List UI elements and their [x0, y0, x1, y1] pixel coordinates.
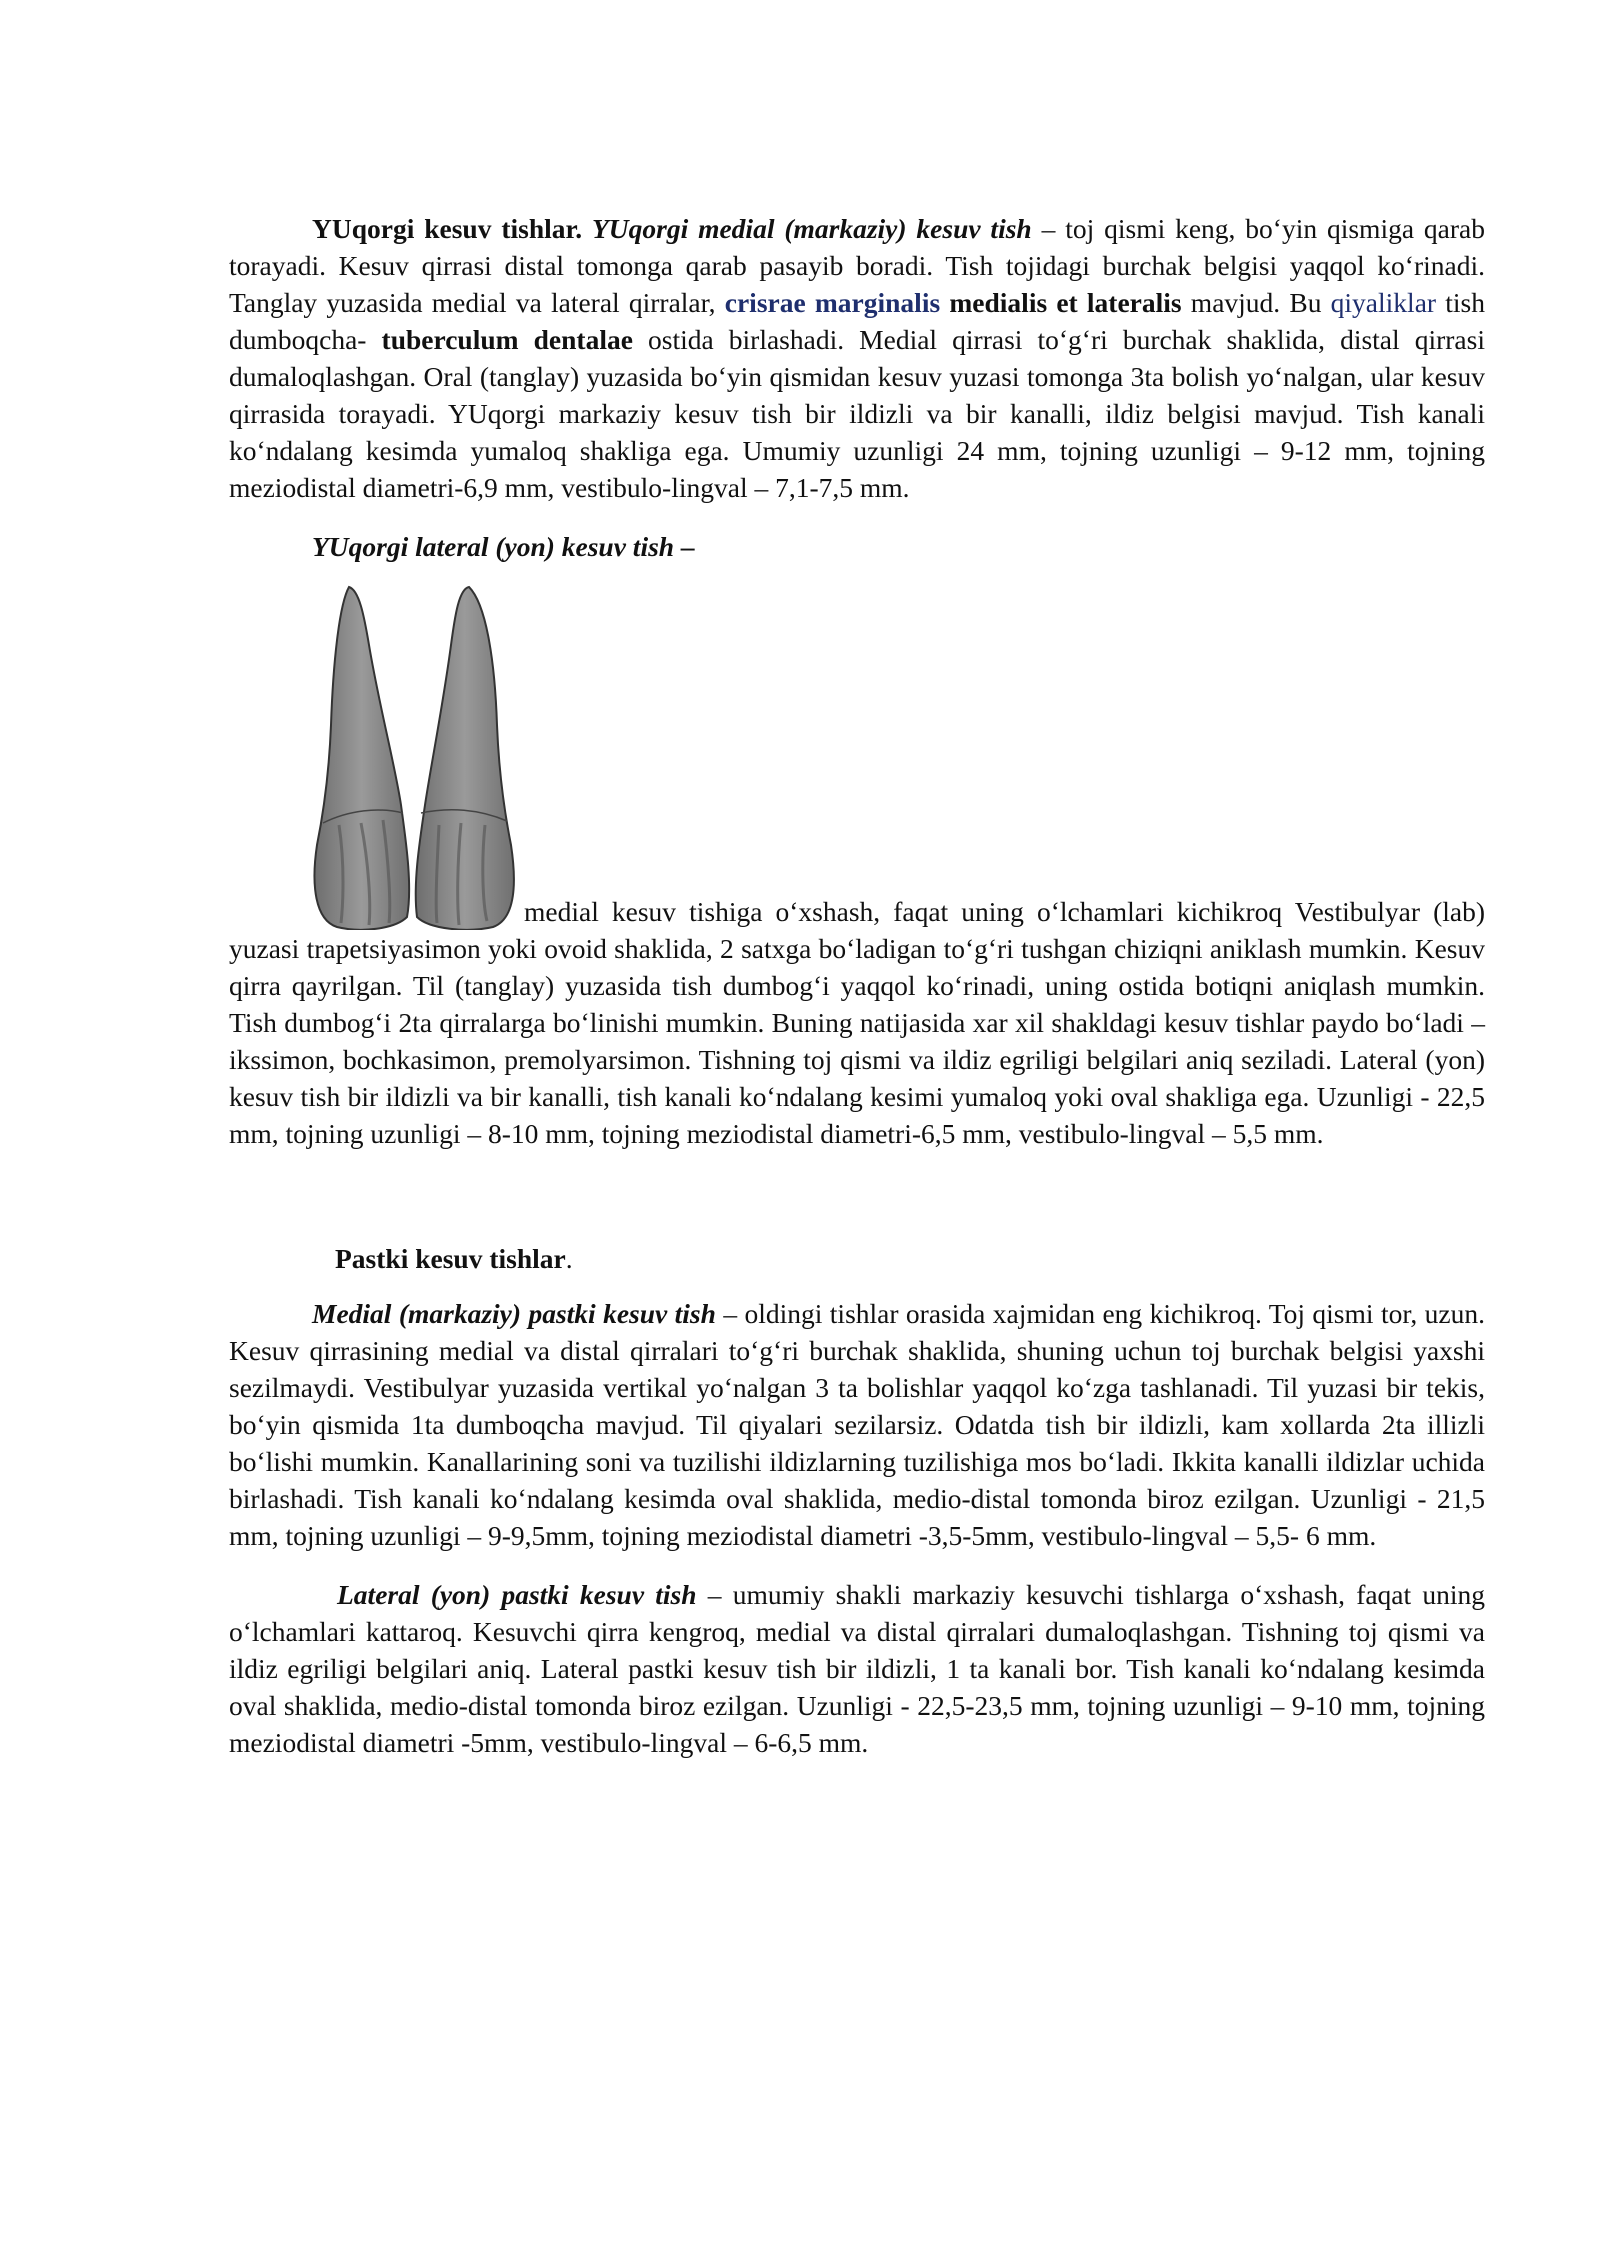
upper-lateral-paragraph: medial kesuv tishiga o‘xshash, faqat uning o‘lchamlari kichikroq Vestibulyar (lab) yuzasi trapetsiyasimon yoki ovoid shaklida, 2 satxga bo‘ladigan to‘g‘ri tushgan chiziqni aniklash mumkin. Kesuv qirra qayrilgan. Til (tanglay) yuzasida tish dumbog‘i yaqqol ko‘rinadi, uning ostida botiqni aniqlash mumkin. Tish dumbog‘i 2ta qirralarga bo‘linishi mumkin. Buning natijasida xar xil shakldagi kesuv tishlar paydo bo‘ladi – ikssimon, bochkasimon, premolyarsimon. Tishning toj qismi va ildiz egriligi belgilari aniq seziladi. Lateral (yon) kesuv tish bir ildizli va bir kanalli, tish kanali ko‘ndalang kesimi yumaloq yoki oval shakliga ega. Uzunligi - 22,5 mm, tojning uzunligi – 8-10 mm, tojning meziodistal diametri-6,5 mm, vestibulo-lingval – 5,5 mm. — [229, 896, 1485, 1149]
lower-medial-title: Medial (markaziy) pastki kesuv tish — [312, 1298, 716, 1329]
term-crisrae-marginalis: crisrae marginalis — [724, 287, 941, 318]
upper-medial-paragraph: YUqorgi kesuv tishlar. YUqorgi medial (markaziy) kesuv tish – toj qismi keng, bo‘yin qismiga qarab torayadi. Kesuv qirrasi distal tomonga qarab pasayib boradi. Tish tojidagi burchak belgisi yaqqol ko‘rinadi. Tanglay yuzasida medial va lateral qirralar, crisrae marginalis medialis et lateralis mavjud. Bu qiyaliklar tish dumboqcha- tuberculum dentalae ostida birlashadi. Medial qirrasi to‘g‘ri burchak shaklida, distal qirrasi dumaloqlashgan. Oral (tanglay) yuzasida bo‘yin qismidan kesuv yuzasi tomonga 3ta bolish yo‘nalgan, ular kesuv qirrasida torayadi. YUqorgi markaziy kesuv tish bir ildizli va bir kanalli, ildiz belgisi mavjud. Tish kanali ko‘ndalang kesimda yumaloq shakliga ega. Umumiy uzunligi 24 mm, tojning uzunligi – 9-12 mm, tojning meziodistal diametri-6,9 mm, vestibulo-lingval – 7,1-7,5 mm. — [229, 213, 1485, 503]
lower-lateral-title: Lateral (yon) pastki kesuv tish — [337, 1579, 697, 1610]
lower-medial-paragraph: Medial (markaziy) pastki kesuv tish – oldingi tishlar orasida xajmidan eng kichikroq. Toj qismi tor, uzun. Kesuv qirrasining medial va distal qirralari to‘g‘ri burchak shaklida, shuning uchun toj burchak belgisi yaxshi sezilmaydi. Vestibulyar yuzasida vertikal yo‘nalgan 3 ta bolishlar yaqqol ko‘zga tashlanadi. Til yuzasi bir tekis, bo‘yin qismida 1ta dumboqcha mavjud. Til qiyalari sezilarsiz. Odatda tish bir ildizli, kam xollarda 2ta illizli bo‘lishi mumkin. Kanallarining soni va tuzilishi ildizlarning tuzilishiga mos bo‘ladi. Ikkita kanalli ildizlar uchida birlashadi. Tish kanali ko‘ndalang kesimda oval shaklida, medio-distal tomonda biroz ezilgan. Uzunligi - 21,5 mm, tojning uzunligi – 9-9,5mm, tojning meziodistal diametri -3,5-5mm, vestibulo-lingval – 5,5- 6 mm. — [229, 1298, 1485, 1551]
upper-lateral-heading-paragraph — [229, 528, 1485, 565]
document-page — [229, 210, 1485, 1761]
term-tuberculum-dentalae: tuberculum dentalae — [381, 324, 633, 355]
upper-incisor-teeth-illustration-icon — [309, 585, 521, 930]
term-medialis-lateralis: medialis et lateralis — [949, 287, 1182, 318]
upper-lateral-title: YUqorgi lateral (yon) kesuv tish – — [312, 531, 695, 562]
tooth-figure — [229, 585, 1485, 930]
lower-incisors-heading: Pastki kesuv tishlar — [335, 1243, 566, 1274]
upper-incisors-heading: YUqorgi kesuv tishlar. — [312, 213, 583, 244]
lower-lateral-paragraph: Lateral (yon) pastki kesuv tish – umumiy shakli markaziy kesuvchi tishlarga o‘xshash, faqat uning o‘lchamlari kattaroq. Kesuvchi qirra kengroq, medial va distal qirralari dumaloqlashgan. Tishning toj qismi va ildiz egriligi belgilari aniq. Lateral pastki kesuv tish bir ildizli, 1 ta kanali bor. Tish kanali ko‘ndalang kesimda oval shaklida, medio-distal tomonda biroz ezilgan. Uzunligi - 22,5-23,5 mm, tojning uzunligi – 9-10 mm, tojning meziodistal diametri -5mm, vestibulo-lingval – 6-6,5 mm. — [229, 1579, 1485, 1758]
lower-incisors-heading-paragraph: Pastki kesuv tishlar. — [335, 1243, 573, 1274]
link-qiyaliklar[interactable]: qiyaliklar — [1330, 287, 1437, 318]
upper-medial-title: YUqorgi medial (markaziy) kesuv tish — [591, 213, 1032, 244]
